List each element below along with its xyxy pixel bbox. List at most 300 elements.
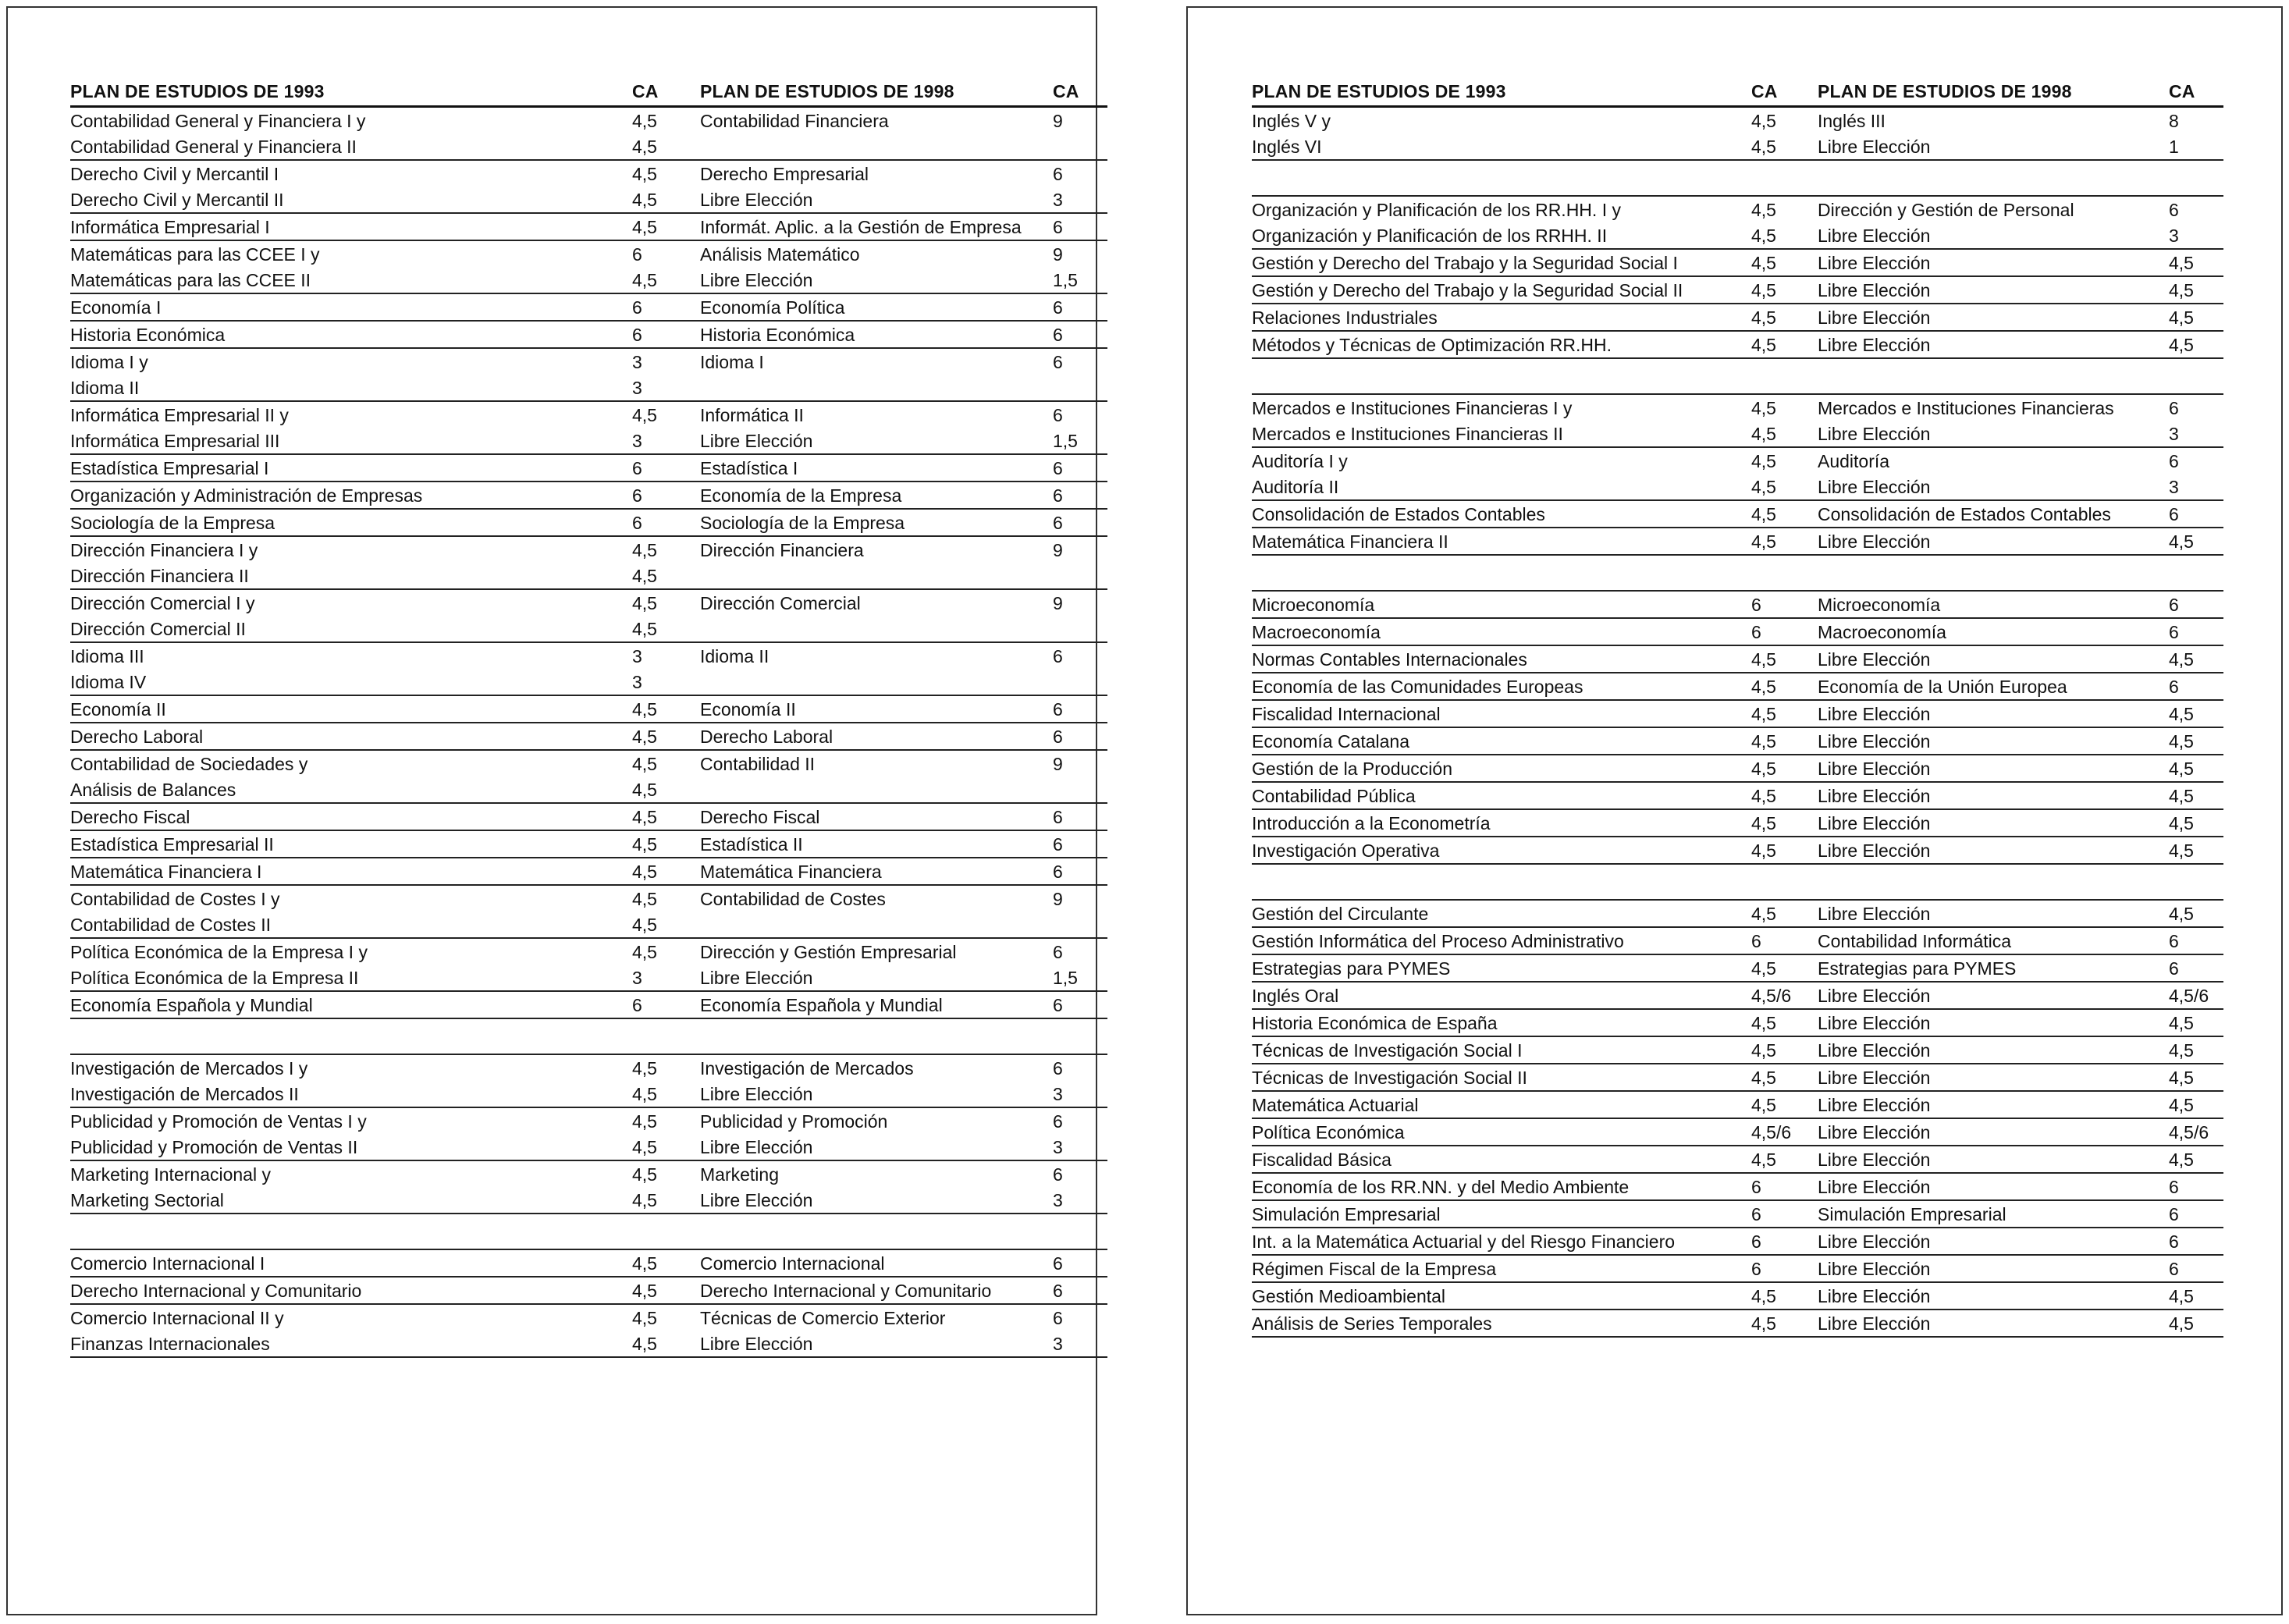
- right-table-header: [1252, 80, 2223, 108]
- table-row: [70, 1161, 1107, 1187]
- credits-1993: 6: [632, 485, 642, 506]
- equivalence-group: [1252, 928, 2223, 955]
- table-row: [1252, 983, 2223, 1008]
- subject-1998: Libre Elección: [1818, 904, 1931, 924]
- equivalence-group: [1252, 501, 2223, 528]
- subject-1998: Libre Elección: [1818, 137, 1931, 157]
- table-row: [1252, 646, 2223, 672]
- table-row: [1252, 108, 2223, 133]
- subject-1993: Gestión y Derecho del Trabajo y la Seguridad Social II: [1252, 280, 1683, 300]
- credits-1993: 4,5: [1751, 1013, 1776, 1033]
- subject-1993: Finanzas Internacionales: [70, 1334, 270, 1354]
- credits-1998: 3: [1053, 1190, 1063, 1210]
- table-row: [70, 992, 1107, 1018]
- table-row: [70, 214, 1107, 240]
- left-table-body: [70, 108, 1107, 1358]
- table-row: [1252, 1201, 2223, 1227]
- subject-1998: Libre Elección: [1818, 1259, 1931, 1279]
- subject-1993: Consolidación de Estados Contables: [1252, 504, 1545, 524]
- credits-1998: 9: [1053, 111, 1063, 131]
- table-row: [1252, 332, 2223, 357]
- credits-1993: 4,5: [1751, 1150, 1776, 1170]
- credits-1998: 4,5: [2169, 704, 2194, 724]
- credits-1998: 8: [2169, 111, 2179, 131]
- credits-1993: 4,5: [632, 1281, 657, 1301]
- credits-1998: 6: [1053, 1308, 1063, 1328]
- credits-1998: 4,5: [2169, 1040, 2194, 1061]
- credits-1998: 3: [1053, 190, 1063, 210]
- subject-1993: Régimen Fiscal de la Empresa: [1252, 1259, 1497, 1279]
- credits-1998: 4,5: [2169, 840, 2194, 861]
- credits-1998: 9: [1053, 540, 1063, 560]
- subject-1998: Matemática Financiera: [700, 862, 882, 882]
- table-row: [70, 776, 1107, 802]
- table-row: [1252, 1283, 2223, 1309]
- credits-1993: 4,5: [632, 1253, 657, 1274]
- credits-1998: 4,5: [2169, 253, 2194, 273]
- subject-1993: Matemáticas para las CCEE II: [70, 270, 311, 290]
- credits-1998: 4,5: [2169, 759, 2194, 779]
- table-row: [70, 375, 1107, 400]
- credits-1993: 4,5: [1751, 137, 1776, 157]
- credits-1998: 6: [1053, 1281, 1063, 1301]
- subject-1998: Libre Elección: [1818, 786, 1931, 806]
- credits-1998: 6: [1053, 485, 1063, 506]
- subject-1998: Dirección y Gestión de Personal: [1818, 200, 2074, 220]
- subject-1993: Política Económica: [1252, 1122, 1405, 1142]
- table-row: [1252, 1092, 2223, 1118]
- table-row: [1252, 395, 2223, 421]
- subject-1993: Dirección Comercial II: [70, 619, 246, 639]
- table-row: [1252, 1037, 2223, 1063]
- subject-1998: Libre Elección: [1818, 1286, 1931, 1306]
- equivalence-group: [70, 1305, 1107, 1358]
- subject-1998: Economía Política: [700, 297, 845, 318]
- credits-1993: 4,5: [632, 540, 657, 560]
- credits-1993: 4,5: [632, 727, 657, 747]
- credits-1998: 4,5: [2169, 307, 2194, 328]
- equivalence-group: [70, 939, 1107, 992]
- credits-1998: 4,5: [2169, 1150, 2194, 1170]
- credits-1998: 6: [1053, 405, 1063, 425]
- subject-1993: Idioma I y: [70, 352, 148, 372]
- subject-1993: Derecho Civil y Mercantil II: [70, 190, 284, 210]
- subject-1998: Estadística I: [700, 458, 798, 478]
- subject-1993: Derecho Internacional y Comunitario: [70, 1281, 362, 1301]
- credits-1993: 3: [632, 646, 642, 666]
- subject-1993: Política Económica de la Empresa II: [70, 968, 359, 988]
- subject-1993: Informática Empresarial III: [70, 431, 280, 451]
- equivalence-group: [1252, 528, 2223, 556]
- credits-1993: 4,5/6: [1751, 1122, 1792, 1142]
- table-row: [1252, 701, 2223, 727]
- table-row: [1252, 783, 2223, 808]
- subject-1993: Métodos y Técnicas de Optimización RR.HH.: [1252, 335, 1612, 355]
- credits-1998: 4,5: [2169, 1068, 2194, 1088]
- subject-1993: Contabilidad de Costes I y: [70, 889, 280, 909]
- table-row: [70, 831, 1107, 857]
- subject-1998: Estrategias para PYMES: [1818, 958, 2017, 979]
- table-row: [70, 1134, 1107, 1160]
- subject-1993: Economía de las Comunidades Europeas: [1252, 677, 1583, 697]
- credits-1993: 4,5: [1751, 731, 1776, 752]
- left-page: [6, 6, 1097, 1615]
- equivalence-group: [70, 510, 1107, 537]
- credits-1993: 4,5: [1751, 477, 1776, 497]
- subject-1993: Contabilidad de Sociedades y: [70, 754, 308, 774]
- credits-1993: 4,5: [632, 1334, 657, 1354]
- subject-1998: Auditoría: [1818, 451, 1890, 471]
- equivalence-group: [70, 886, 1107, 939]
- table-row: [70, 1278, 1107, 1303]
- credits-1993: 4,5: [1751, 1313, 1776, 1334]
- subject-1993: Int. a la Matemática Actuarial y del Riesgo Financiero: [1252, 1231, 1676, 1252]
- subject-1993: Fiscalidad Internacional: [1252, 704, 1441, 724]
- equivalence-group: [1252, 1256, 2223, 1283]
- subject-1993: Investigación de Mercados I y: [70, 1058, 308, 1079]
- subject-1993: Auditoría I y: [1252, 451, 1348, 471]
- subject-1993: Idioma IV: [70, 672, 147, 692]
- subject-1998: Contabilidad Financiera: [700, 111, 889, 131]
- table-row: [70, 1108, 1107, 1134]
- credits-1998: 4,5: [2169, 786, 2194, 806]
- credits-1998: 6: [1053, 164, 1063, 184]
- subject-1998: Contabilidad Informática: [1818, 931, 2012, 951]
- credits-1993: 6: [632, 325, 642, 345]
- right-equivalence-table: [1252, 80, 2223, 1338]
- credits-1998: 6: [1053, 862, 1063, 882]
- subject-1998: Comercio Internacional: [700, 1253, 885, 1274]
- equivalence-group: [1252, 783, 2223, 810]
- subject-1993: Idioma II: [70, 378, 140, 398]
- subject-1993: Matemática Financiera II: [1252, 531, 1448, 552]
- subject-1998: Consolidación de Estados Contables: [1818, 504, 2111, 524]
- subject-1998: Libre Elección: [1818, 1150, 1931, 1170]
- table-row: [70, 669, 1107, 695]
- table-row: [70, 294, 1107, 320]
- subject-1998: Macroeconomía: [1818, 622, 1946, 642]
- credits-1998: 4,5: [2169, 531, 2194, 552]
- credits-1993: 6: [1751, 1204, 1761, 1224]
- subject-1998: Libre Elección: [1818, 477, 1931, 497]
- subject-1998: Libre Elección: [1818, 1122, 1931, 1142]
- equivalence-group: [1252, 448, 2223, 501]
- subject-1998: Derecho Empresarial: [700, 164, 869, 184]
- subject-1998: Libre Elección: [1818, 1040, 1931, 1061]
- subject-1998: Libre Elección: [1818, 986, 1931, 1006]
- table-row: [70, 939, 1107, 965]
- subject-1998: Libre Elección: [1818, 1095, 1931, 1115]
- table-row: [1252, 448, 2223, 474]
- table-row: [1252, 955, 2223, 981]
- left-equivalence-table: [70, 80, 1107, 1358]
- credits-1993: 4,5: [1751, 786, 1776, 806]
- table-row: [1252, 837, 2223, 863]
- equivalence-group: [70, 537, 1107, 590]
- subject-1993: Gestión de la Producción: [1252, 759, 1452, 779]
- subject-1993: Economía Española y Mundial: [70, 995, 313, 1015]
- table-row: [70, 723, 1107, 749]
- credits-1998: 6: [1053, 699, 1063, 720]
- table-row: [70, 643, 1107, 669]
- credits-1993: 4,5: [1751, 904, 1776, 924]
- subject-1998: Microeconomía: [1818, 595, 1941, 615]
- subject-1998: Libre Elección: [1818, 759, 1931, 779]
- subject-1998: Economía de la Unión Europea: [1818, 677, 2067, 697]
- credits-1998: 3: [1053, 1334, 1063, 1354]
- table-row: [70, 161, 1107, 187]
- credits-1993: 4,5: [632, 217, 657, 237]
- subject-1998: Libre Elección: [1818, 424, 1931, 444]
- subject-1998: Libre Elección: [700, 1334, 813, 1354]
- credits-1993: 4,5: [1751, 1040, 1776, 1061]
- subject-1993: Simulación Empresarial: [1252, 1204, 1441, 1224]
- equivalence-group: [1252, 901, 2223, 928]
- credits-1998: 6: [1053, 458, 1063, 478]
- table-row: [1252, 1228, 2223, 1254]
- credits-1998: 6: [2169, 677, 2179, 697]
- credits-1998: 9: [1053, 889, 1063, 909]
- subject-1993: Organización y Planificación de los RRHH. II: [1252, 226, 1608, 246]
- credits-1993: 4,5: [1751, 759, 1776, 779]
- equivalence-group: [1252, 1174, 2223, 1201]
- equivalence-group: [1252, 1201, 2223, 1228]
- credits-1993: 4,5: [632, 190, 657, 210]
- equivalence-group: [1252, 646, 2223, 673]
- subject-1993: Estrategias para PYMES: [1252, 958, 1451, 979]
- credits-1993: 4,5: [1751, 840, 1776, 861]
- subject-1993: Macroeconomía: [1252, 622, 1381, 642]
- credits-1998: 6: [2169, 1204, 2179, 1224]
- header-plan-1998: PLAN DE ESTUDIOS DE 1998: [700, 81, 954, 101]
- subject-1998: Análisis Matemático: [700, 244, 860, 265]
- table-row: [1252, 133, 2223, 159]
- credits-1993: 4,5: [632, 1164, 657, 1185]
- credits-1998: 6: [1053, 1111, 1063, 1132]
- equivalence-group: [70, 241, 1107, 294]
- subject-1998: Libre Elección: [1818, 280, 1931, 300]
- subject-1993: Técnicas de Investigación Social I: [1252, 1040, 1523, 1061]
- credits-1998: 6: [2169, 1259, 2179, 1279]
- equivalence-group: [70, 482, 1107, 510]
- equivalence-group: [1252, 1037, 2223, 1064]
- credits-1993: 4,5: [1751, 424, 1776, 444]
- credits-1998: 6: [1053, 1253, 1063, 1274]
- equivalence-group: [1252, 1010, 2223, 1037]
- table-row: [1252, 304, 2223, 330]
- subject-1998: Libre Elección: [1818, 1068, 1931, 1088]
- subject-1993: Dirección Financiera I y: [70, 540, 258, 560]
- section-separator: [1252, 359, 2223, 395]
- subject-1998: Técnicas de Comercio Exterior: [700, 1308, 946, 1328]
- table-row: [70, 912, 1107, 937]
- subject-1993: Matemática Financiera I: [70, 862, 262, 882]
- subject-1993: Publicidad y Promoción de Ventas I y: [70, 1111, 367, 1132]
- equivalence-group: [1252, 1146, 2223, 1174]
- subject-1993: Economía I: [70, 297, 162, 318]
- credits-1993: 4,5: [1751, 1095, 1776, 1115]
- credits-1993: 4,5: [632, 699, 657, 720]
- subject-1998: Historia Económica: [700, 325, 855, 345]
- table-row: [1252, 928, 2223, 954]
- equivalence-group: [1252, 1064, 2223, 1092]
- equivalence-group: [70, 643, 1107, 696]
- table-row: [1252, 1174, 2223, 1199]
- credits-1993: 6: [632, 995, 642, 1015]
- credits-1998: 4,5: [2169, 1313, 2194, 1334]
- table-row: [70, 696, 1107, 722]
- equivalence-group: [1252, 592, 2223, 619]
- equivalence-group: [1252, 332, 2223, 359]
- subject-1998: Libre Elección: [1818, 226, 1931, 246]
- table-row: [70, 402, 1107, 428]
- credits-1993: 6: [632, 513, 642, 533]
- subject-1993: Inglés Oral: [1252, 986, 1339, 1006]
- subject-1998: Libre Elección: [700, 1084, 813, 1104]
- credits-1993: 4,5: [1751, 649, 1776, 670]
- table-row: [70, 563, 1107, 588]
- equivalence-group: [1252, 755, 2223, 783]
- table-row: [70, 537, 1107, 563]
- subject-1993: Contabilidad General y Financiera II: [70, 137, 357, 157]
- credits-1998: 6: [1053, 297, 1063, 318]
- subject-1993: Marketing Sectorial: [70, 1190, 224, 1210]
- table-row: [70, 965, 1107, 990]
- credits-1993: 4,5: [632, 889, 657, 909]
- equivalence-group: [70, 1108, 1107, 1161]
- subject-1993: Matemáticas para las CCEE I y: [70, 244, 320, 265]
- subject-1998: Inglés III: [1818, 111, 1886, 131]
- credits-1998: 4,5: [2169, 649, 2194, 670]
- credits-1998: 6: [2169, 1177, 2179, 1197]
- credits-1993: 4,5: [632, 593, 657, 613]
- credits-1998: 6: [2169, 622, 2179, 642]
- credits-1993: 4,5: [1751, 813, 1776, 833]
- credits-1993: 6: [1751, 1259, 1761, 1279]
- credits-1993: 3: [632, 672, 642, 692]
- subject-1993: Idioma III: [70, 646, 144, 666]
- subject-1998: Dirección y Gestión Empresarial: [700, 942, 957, 962]
- credits-1993: 4,5: [632, 1190, 657, 1210]
- equivalence-group: [1252, 728, 2223, 755]
- table-row: [70, 133, 1107, 159]
- equivalence-group: [1252, 395, 2223, 448]
- credits-1998: 1,5: [1053, 431, 1078, 451]
- table-row: [70, 510, 1107, 535]
- equivalence-group: [70, 831, 1107, 858]
- equivalence-group: [1252, 673, 2223, 701]
- table-row: [1252, 673, 2223, 699]
- credits-1998: 6: [1053, 1164, 1063, 1185]
- subject-1998: Libre Elección: [1818, 649, 1931, 670]
- credits-1998: 4,5/6: [2169, 986, 2209, 1006]
- credits-1993: 4,5: [1751, 335, 1776, 355]
- credits-1993: 4,5: [1751, 307, 1776, 328]
- subject-1993: Comercio Internacional I: [70, 1253, 265, 1274]
- equivalence-group: [70, 108, 1107, 161]
- equivalence-group: [70, 858, 1107, 886]
- subject-1998: Libre Elección: [700, 1190, 813, 1210]
- subject-1998: Libre Elección: [700, 190, 813, 210]
- credits-1993: 4,5: [632, 1308, 657, 1328]
- subject-1993: Gestión Informática del Proceso Administrativo: [1252, 931, 1624, 951]
- equivalence-group: [1252, 837, 2223, 865]
- subject-1998: Libre Elección: [1818, 1313, 1931, 1334]
- credits-1993: 4,5: [632, 619, 657, 639]
- credits-1993: 4,5: [1751, 1068, 1776, 1088]
- credits-1993: 4,5: [632, 942, 657, 962]
- credits-1993: 4,5: [632, 1058, 657, 1079]
- credits-1998: 3: [2169, 226, 2179, 246]
- equivalence-group: [70, 751, 1107, 804]
- table-row: [70, 1250, 1107, 1276]
- credits-1998: 6: [2169, 1231, 2179, 1252]
- table-row: [70, 187, 1107, 212]
- subject-1998: Dirección Comercial: [700, 593, 861, 613]
- table-row: [1252, 592, 2223, 617]
- credits-1993: 6: [632, 297, 642, 318]
- credits-1993: 4,5: [632, 566, 657, 586]
- right-table-body: [1252, 108, 2223, 1338]
- equivalence-group: [70, 322, 1107, 349]
- header-ca-1993: CA: [1751, 81, 1778, 101]
- subject-1998: Marketing: [700, 1164, 779, 1185]
- subject-1998: Idioma I: [700, 352, 764, 372]
- credits-1998: 4,5: [2169, 1095, 2194, 1115]
- section-separator: [1252, 865, 2223, 901]
- table-row: [70, 886, 1107, 912]
- subject-1993: Inglés V y: [1252, 111, 1331, 131]
- subject-1993: Historia Económica: [70, 325, 226, 345]
- equivalence-group: [1252, 250, 2223, 277]
- subject-1993: Economía Catalana: [1252, 731, 1410, 752]
- equivalence-group: [1252, 197, 2223, 250]
- credits-1998: 4,5: [2169, 1013, 2194, 1033]
- equivalence-group: [1252, 1310, 2223, 1338]
- subject-1998: Dirección Financiera: [700, 540, 864, 560]
- subject-1993: Análisis de Balances: [70, 780, 236, 800]
- subject-1998: Derecho Fiscal: [700, 807, 820, 827]
- subject-1993: Informática Empresarial I: [70, 217, 270, 237]
- credits-1993: 6: [1751, 931, 1761, 951]
- table-row: [1252, 810, 2223, 836]
- subject-1998: Libre Elección: [1818, 335, 1931, 355]
- subject-1993: Comercio Internacional II y: [70, 1308, 284, 1328]
- section-separator: [70, 1019, 1107, 1055]
- subject-1998: Libre Elección: [700, 968, 813, 988]
- equivalence-group: [1252, 108, 2223, 161]
- subject-1998: Contabilidad de Costes: [700, 889, 886, 909]
- equivalence-group: [70, 349, 1107, 402]
- credits-1998: 4,5: [2169, 813, 2194, 833]
- credits-1993: 4,5: [1751, 200, 1776, 220]
- subject-1993: Derecho Laboral: [70, 727, 204, 747]
- subject-1993: Contabilidad General y Financiera I y: [70, 111, 366, 131]
- subject-1998: Libre Elección: [1818, 1231, 1931, 1252]
- subject-1998: Publicidad y Promoción: [700, 1111, 888, 1132]
- subject-1993: Organización y Planificación de los RR.HH. I y: [1252, 200, 1621, 220]
- subject-1993: Estadística Empresarial II: [70, 834, 274, 855]
- credits-1993: 4,5: [632, 915, 657, 935]
- subject-1998: Simulación Empresarial: [1818, 1204, 2006, 1224]
- table-row: [70, 751, 1107, 776]
- section-separator: [1252, 556, 2223, 592]
- credits-1998: 6: [2169, 398, 2179, 418]
- table-row: [70, 1055, 1107, 1081]
- table-row: [1252, 222, 2223, 248]
- table-row: [70, 108, 1107, 133]
- subject-1993: Inglés VI: [1252, 137, 1322, 157]
